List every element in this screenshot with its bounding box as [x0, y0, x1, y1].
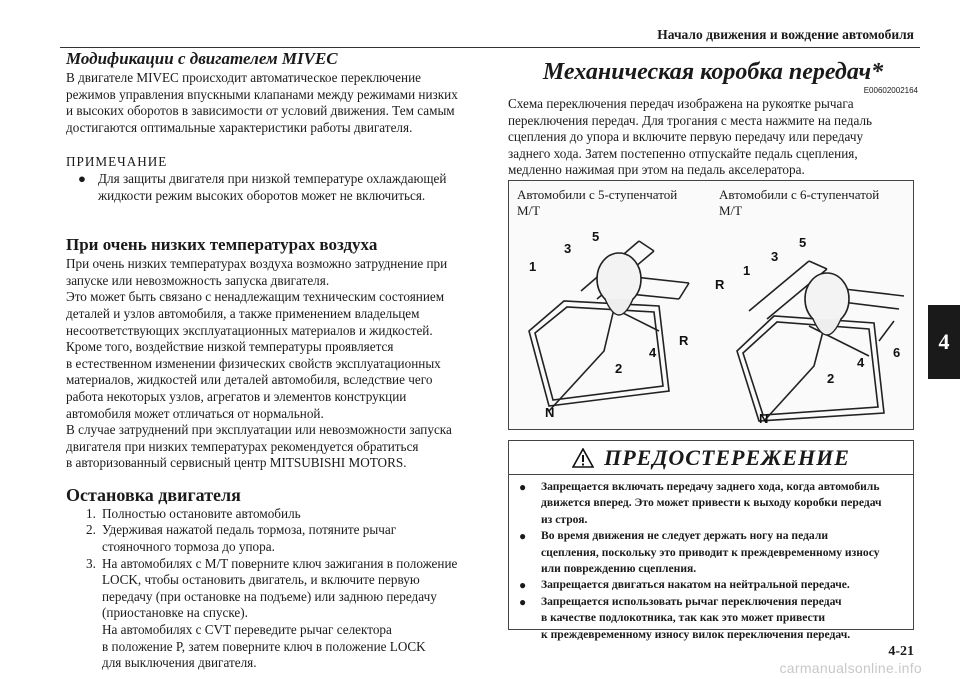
text-line: передачу (при остановке на подъеме) или заднюю передачу [102, 588, 437, 604]
text-line: сцепления до упора и включите первую передачу или передачу [508, 129, 864, 145]
text-line: несоответствующих эксплуатационных материалов и жидкостей. [66, 322, 433, 338]
gear-label-6mt-6: 6 [893, 345, 901, 360]
gear-label-5mt-N: N [545, 405, 555, 420]
text-line: и высоких оборотов в зависимости от условий движения. Тем самым [66, 103, 455, 119]
gear-label-5mt-R: R [679, 333, 689, 348]
gear-label-6mt-R: R [715, 277, 725, 292]
shift-knob-5mt [597, 253, 641, 305]
step-number: 2. [86, 522, 96, 538]
mivec-paragraph [66, 70, 486, 136]
text-line: в естественном изменении физических свойств эксплуатационных [66, 355, 441, 371]
text-line: ● Запрещается использовать рычаг переключения передач [541, 594, 842, 608]
gear-label-6mt-4: 4 [857, 355, 865, 370]
text-line: В двигателе MIVEC происходит автоматическое переключение [66, 70, 421, 85]
text-line: Схема переключения передач изображена на рукоятке рычага [508, 96, 854, 111]
left-column [66, 48, 486, 672]
gear-label-6mt-N: N [759, 411, 769, 426]
text-line: движется вперед. Это может привести к выходу коробки передач [541, 496, 882, 510]
warning-item [517, 594, 905, 643]
gear-label-5mt-2: 2 [615, 361, 623, 376]
text-line: достигаются оптимальные характеристики работы двигателя. [66, 119, 413, 135]
gearbox-heading: Механическая коробка передач* [542, 59, 884, 85]
text-line: материалов, жидкостей или деталей автомобиля, вследствие чего [66, 372, 433, 388]
text-line: работа некоторых узлов, агрегатов и элементов конструкции [66, 388, 407, 404]
step-number: 1. [86, 505, 96, 521]
mivec-heading: Модификации с двигателем MIVEC [66, 49, 338, 68]
text-line: к преждевременному износу вилок переключения передач. [541, 627, 851, 641]
text-line: или повреждению сцепления. [541, 562, 697, 576]
text-line: заднего хода. Затем постепенно отпускайте педаль сцепления, [508, 145, 858, 161]
text-line: LOCK, чтобы остановить двигатель, и включите первую [102, 572, 420, 588]
text-line: деталей и узлов автомобиля, а также применением владельцем [66, 305, 420, 321]
text-line: ● Запрещается двигаться накатом на нейтральной передаче. [541, 578, 850, 592]
cold-heading: При очень низких температурах воздуха [66, 235, 378, 255]
right-column [508, 58, 918, 179]
text-line: ● Для защиты двигателя при низкой температуре охлаждающей [98, 170, 447, 186]
note-bullet [66, 171, 486, 204]
text-line: На автомобилях с CVT переведите рычаг селектора [102, 622, 392, 638]
gear-shift-diagram [508, 180, 914, 430]
knob-stem-6mt [813, 319, 841, 335]
gear-label-6mt-1: 1 [743, 263, 751, 278]
shift-knob-6mt [805, 273, 849, 325]
shift-patterns-svg [509, 181, 913, 429]
text-line: Полностью остановите автомобиль [102, 505, 301, 521]
text-line: Удерживая нажатой педаль тормоза, потяните рычаг [102, 522, 397, 538]
watermark-text: carmanualsonline.info [779, 660, 922, 676]
gear-label-5mt-5: 5 [592, 229, 600, 244]
text-line: медленно нажимая при этом на педаль акселератора. [508, 162, 805, 178]
text-line: запуске или невозможность запуска двигателя. [66, 272, 330, 288]
step-number: 3. [86, 555, 96, 571]
gear-label-5mt-4: 4 [649, 345, 657, 360]
knob-stem-5mt [605, 299, 633, 315]
text-line: жидкости режим высоких оборотов может не включиться. [98, 187, 426, 203]
step-item [86, 556, 486, 672]
text-line: для выключения двигателя. [102, 655, 257, 671]
text-line: ● Запрещается включать передачу заднего хода, когда автомобиль [541, 480, 880, 493]
step-item [86, 506, 486, 523]
text-line: из строя. [541, 512, 588, 526]
cold-paragraph [66, 256, 486, 472]
text-line: в положение P, затем поверните ключ в положение LOCK [102, 638, 426, 654]
gear-label-5mt-1: 1 [529, 259, 537, 274]
chapter-tab: 4 [928, 305, 960, 379]
text-line: При очень низких температурах воздуха возможно затруднение при [66, 256, 448, 272]
text-line: переключения передач. Для трогания с места нажмите на педаль [508, 112, 873, 128]
text-line: в качестве подлокотника, так как это может привести [541, 611, 826, 625]
text-line: двигателя при низких температурах рекомендуется обратиться [66, 438, 419, 454]
lever-6mt [764, 316, 827, 421]
stop-steps [66, 506, 486, 672]
caption-6mt-line1: Автомобили с 6-ступенчатой [719, 187, 880, 202]
step-item [86, 522, 486, 555]
caption-5mt-line1: Автомобили с 5-ступенчатой [517, 187, 678, 202]
gear-label-6mt-2: 2 [827, 371, 835, 386]
warning-item [517, 479, 905, 528]
gear-label-5mt-3: 3 [564, 241, 572, 256]
warning-box [508, 440, 914, 641]
warning-item [517, 528, 905, 577]
page-number: 4-21 [888, 644, 914, 659]
text-line: в авторизованный сервисный центр MITSUBISHI MOTORS. [66, 455, 407, 471]
running-header: Начало движения и вождение автомобиля [657, 27, 914, 42]
text-line: (приостановке на спуске). [102, 605, 248, 621]
text-line: автомобиля может отличаться от нормальной. [66, 405, 324, 421]
note-label: ПРИМЕЧАНИЕ [66, 154, 168, 170]
text-line: Это может быть связано с ненадлежащим техническим состоянием [66, 289, 445, 305]
warning-triangle-icon [572, 448, 594, 468]
caption-5mt-line2: M/T [517, 203, 541, 218]
warning-item [517, 577, 905, 593]
text-line: ● Во время движения не следует держать ногу на педали [541, 529, 829, 543]
stop-heading: Остановка двигателя [66, 484, 241, 505]
text-line: В случае затруднений при эксплуатации или невозможности запуска [66, 422, 452, 438]
text-line: Кроме того, воздействие низкой температуры проявляется [66, 339, 394, 355]
caption-6mt-line2: M/T [719, 203, 743, 218]
warning-body [509, 475, 913, 643]
text-line: сцепления, поскольку это приводит к преждевременному износу [541, 545, 880, 559]
section-code: E00602002164 [863, 86, 918, 95]
gear-label-6mt-3: 3 [771, 249, 779, 264]
warning-header [509, 441, 913, 475]
gear-label-6mt-5: 5 [799, 235, 807, 250]
text-line: стояночного тормоза до упора. [102, 539, 275, 555]
boot-5mt-inner [535, 307, 663, 400]
text-line: На автомобилях с M/T поверните ключ зажигания в положение [102, 555, 458, 571]
text-line: режимов управления впускными клапанами между режимами низких [66, 86, 458, 102]
warning-title: ПРЕДОСТЕРЕЖЕНИЕ [604, 444, 850, 470]
gearbox-paragraph [508, 96, 918, 179]
